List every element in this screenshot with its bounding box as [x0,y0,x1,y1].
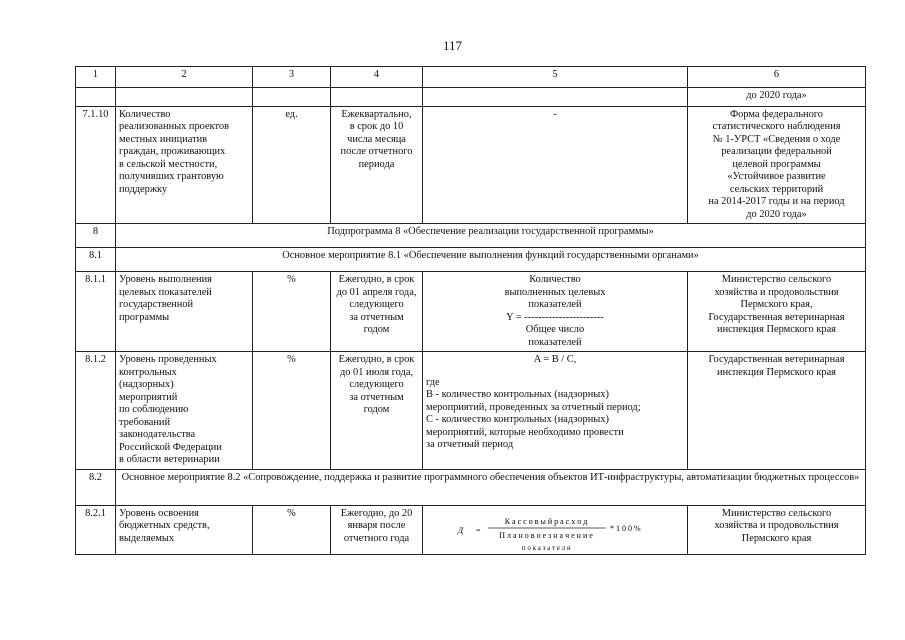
indicator-name: Уровень освоения бюджетных средств, выделяемых [116,505,253,554]
row-number: 8.1 [76,248,116,272]
section-title: Основное мероприятие 8.1 «Обеспечение выполнения функций государственными органами» [116,248,866,272]
formula-multiplier: * 1 0 0 % [610,523,641,533]
table-row-activity-8-1 [76,248,866,272]
formula-lhs: Д [458,525,464,535]
indicators-table [75,66,866,555]
section-title: Подпрограмма 8 «Обеспечение реализации государственной программы» [116,224,866,248]
formula [423,272,688,352]
formula-numerator: К а с с о в ы й р а с х о д [504,516,588,526]
period: Ежегодно, в срок до 01 июля года, следующего за отчетным годом [331,352,423,469]
table-row-8-2-1 [76,505,866,554]
formula-denominator: П л а н о в о е з н а ч е н и е [499,530,593,540]
row-number: 8 [76,224,116,248]
data-source: Государственная ветеринарная инспекция Пермского края [688,352,866,469]
table-row-continuation [76,88,866,107]
table-row-7-1-10 [76,107,866,224]
header-col-5: 5 [423,67,688,88]
header-col-1: 1 [76,67,116,88]
data-source: Министерство сельского хозяйства и продовольствия Пермского края [688,505,866,554]
unit: % [253,272,331,352]
header-col-3: 3 [253,67,331,88]
table-row-8-1-2 [76,352,866,469]
continuation-source: до 2020 года» [688,88,866,107]
section-title: Основное мероприятие 8.2 «Сопровождение, поддержка и развитие программного обеспечения объектов ИТ-инфраструктуры, автоматизации бюджетных процессов» [116,469,866,505]
formula-equals: = [476,525,481,535]
formula-description: где B - количество контрольных (надзорных) мероприятий, проведенных за отчетный период; C - количество контрольных (надзорных) мероприятий, которые необходимо провести за отчетный период [426,376,641,451]
table-header-row [76,67,866,88]
indicator-name: Уровень выполнения целевых показателей государственной программы [116,272,253,352]
unit: % [253,352,331,469]
period: Ежегодно, в срок до 01 апреля года, следующего за отчетным годом [331,272,423,352]
row-number: 8.2 [76,469,116,505]
formula-image [440,514,670,552]
period: Ежегодно, до 20 января после отчетного года [331,505,423,554]
indicator-name: Уровень проведенных контрольных (надзорных) мероприятий по соблюдению требований законодательства Российской Федерации в области ветеринарии [116,352,253,469]
formula [423,352,688,469]
indicator-name: Количество реализованных проектов местных инициатив граждан, проживающих в сельской местности, получивших грантовую поддержку [116,107,253,224]
unit: ед. [253,107,331,224]
row-number: 8.2.1 [76,505,116,554]
data-source: Министерство сельского хозяйства и продовольствия Пермского края, Государственная ветеринарная инспекция Пермского края [688,272,866,352]
row-number: 8.1.2 [76,352,116,469]
formula-expression: A = B / C, [533,354,577,366]
header-col-2: 2 [116,67,253,88]
formula-fraction: Y = ----------------------- [506,311,604,323]
data-source: Форма федерального статистического наблюдения № 1-УРСТ «Сведения о ходе реализации федеральной целевой программы «Устойчивое развитие сельских территорий на 2014-2017 годы и на период до 2020 года» [688,107,866,224]
page-number: 117 [442,38,463,53]
formula-numerator: Количество выполненных целевых показателей [504,274,606,311]
formula-denominator-cont: п о к а з а т е л я [521,543,571,552]
unit: % [253,505,331,554]
formula-denominator: Общее число показателей [525,324,585,348]
table-row-8-1-1 [76,272,866,352]
formula: - [423,107,688,224]
row-number: 7.1.10 [76,107,116,224]
header-col-6: 6 [688,67,866,88]
formula [423,505,688,554]
table-row-subprogram-8 [76,224,866,248]
row-number: 8.1.1 [76,272,116,352]
table-row-activity-8-2 [76,469,866,505]
header-col-4: 4 [331,67,423,88]
period: Ежеквартально, в срок до 10 числа месяца после отчетного периода [331,107,423,224]
